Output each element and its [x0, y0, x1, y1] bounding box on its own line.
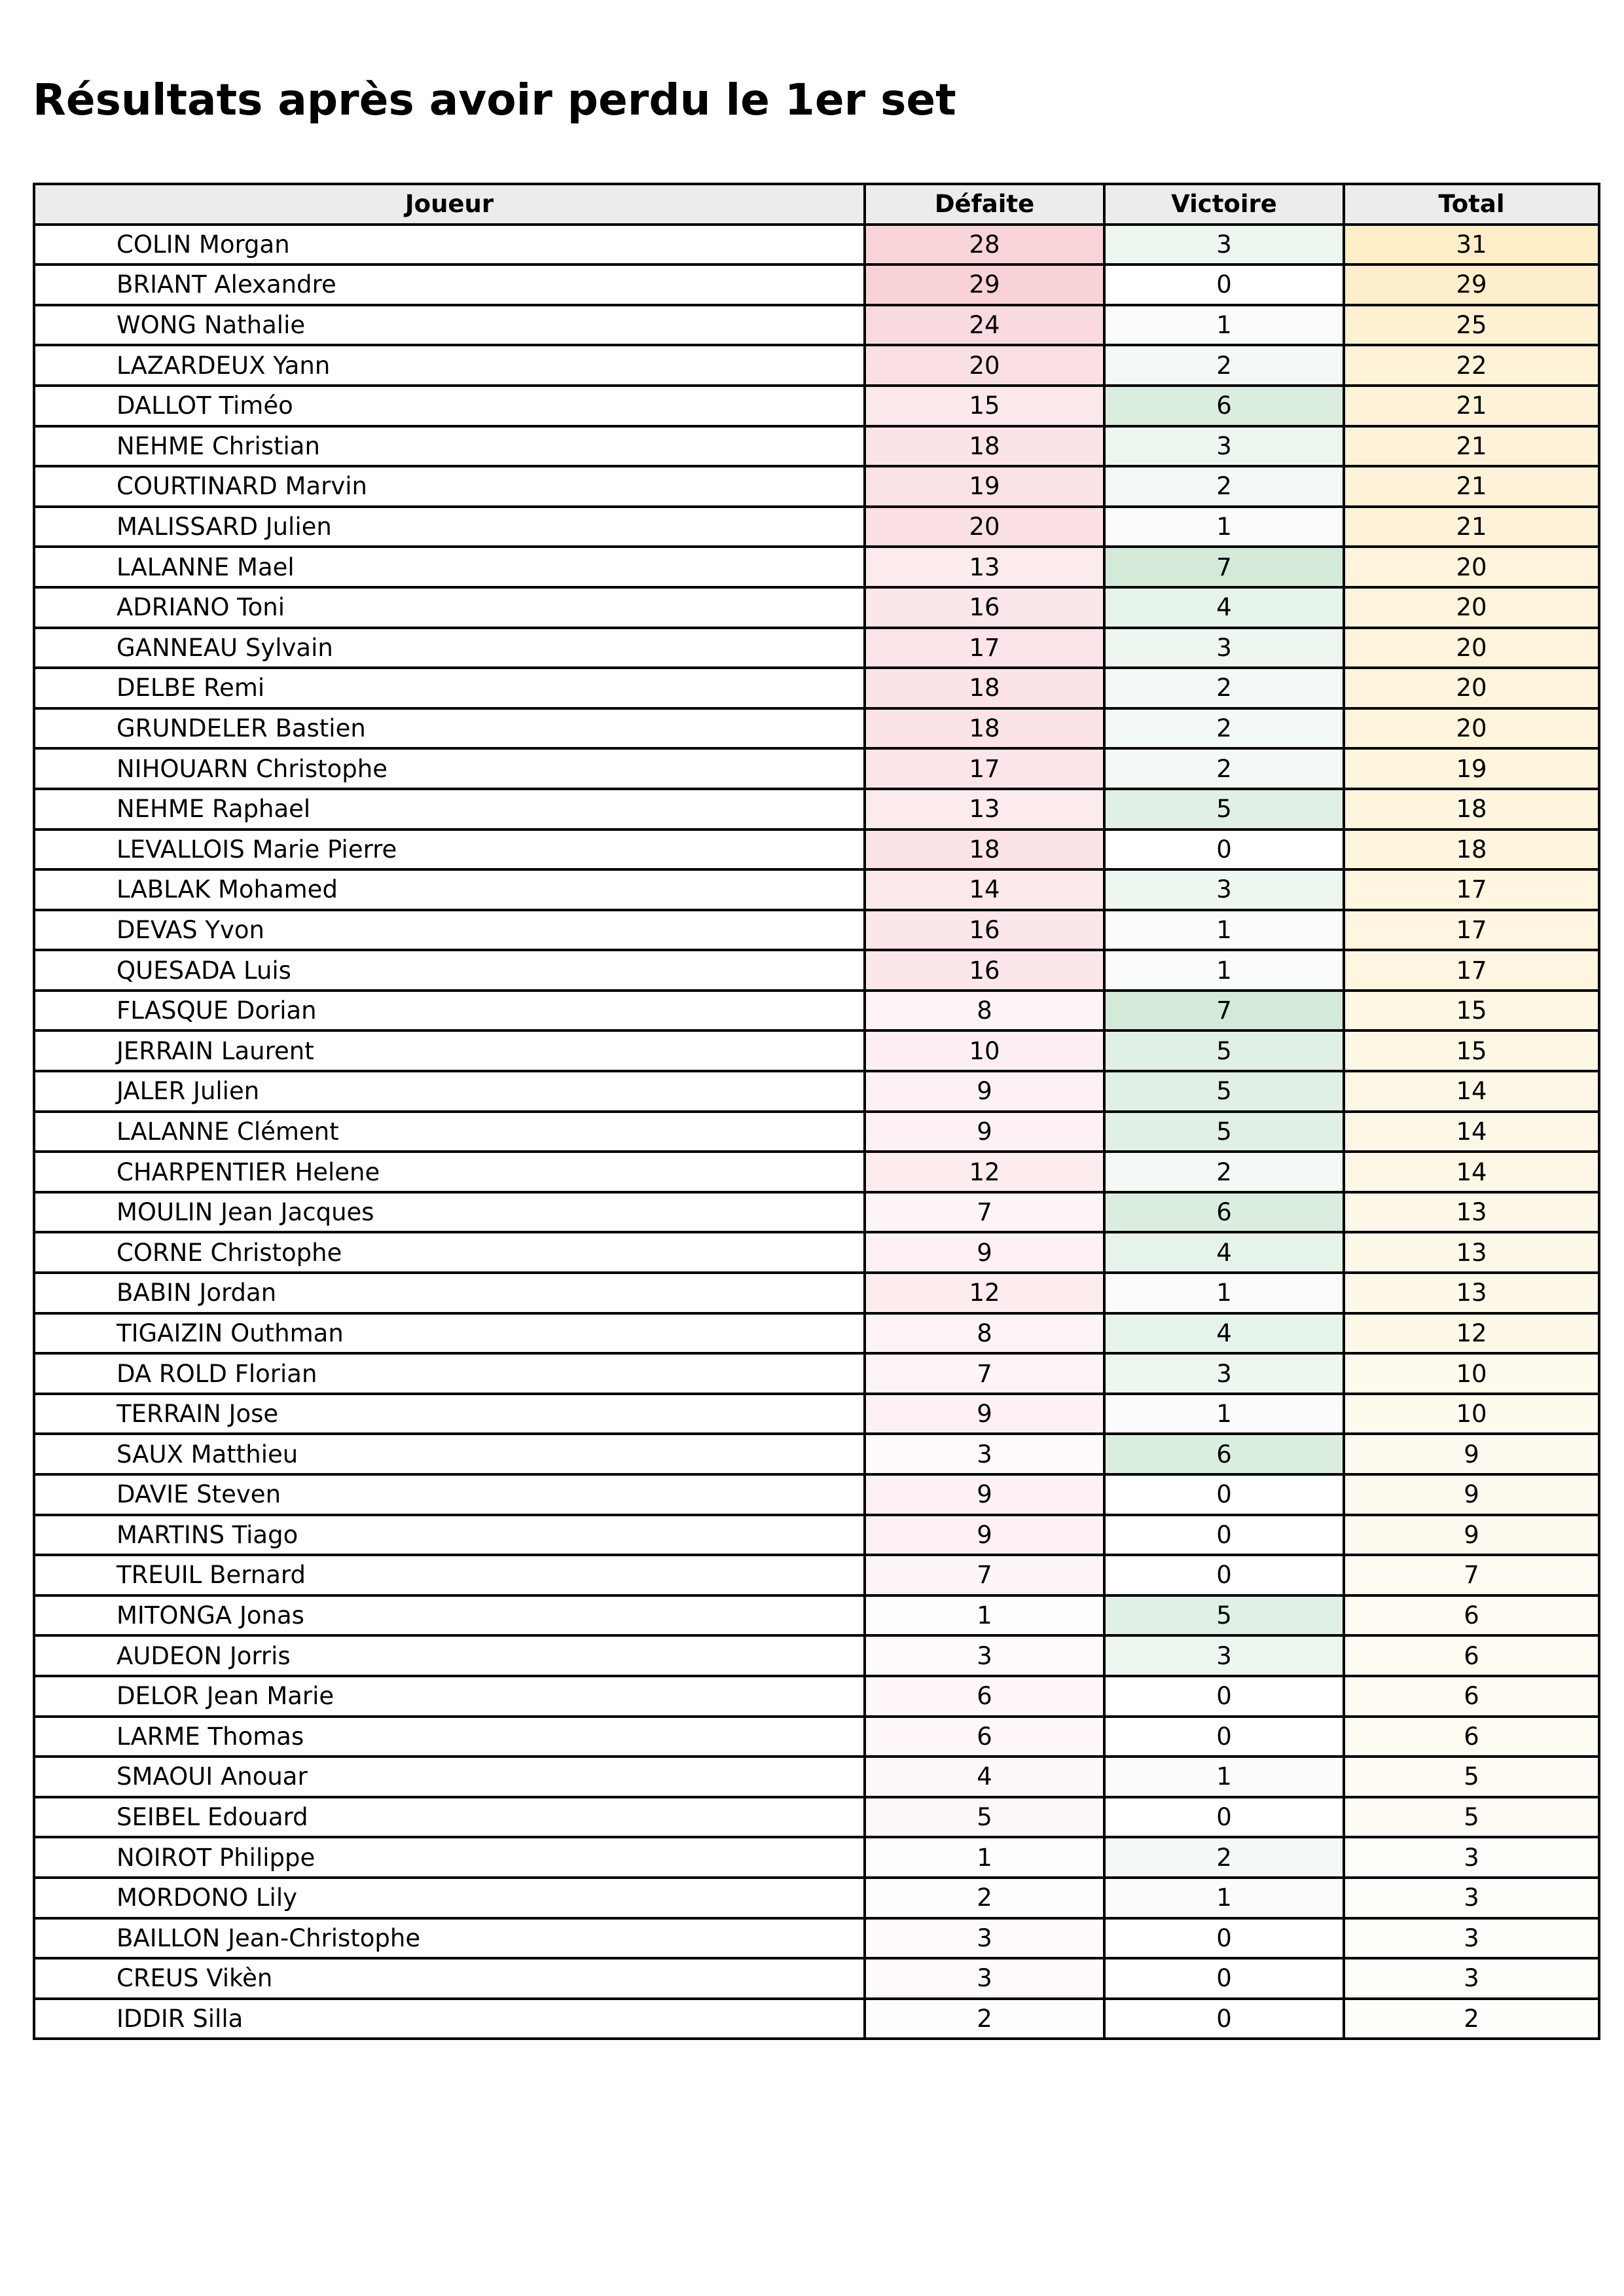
table-row: [34, 1958, 1599, 1999]
column-header-victoire[interactable]: Victoire: [1104, 184, 1344, 225]
victoire-cell: 6: [1104, 1434, 1344, 1474]
player-name-cell: CORNE Christophe: [34, 1232, 865, 1273]
total-cell: 18: [1344, 829, 1599, 870]
table-row: [34, 950, 1599, 991]
defaite-cell: 20: [865, 345, 1104, 386]
defaite-cell: 9: [865, 1112, 1104, 1152]
victoire-cell: 2: [1104, 748, 1344, 789]
total-cell: 22: [1344, 345, 1599, 386]
table-row: [34, 1717, 1599, 1757]
victoire-cell: 0: [1104, 1717, 1344, 1757]
victoire-cell: 1: [1104, 950, 1344, 991]
victoire-cell: 0: [1104, 1555, 1344, 1595]
defaite-cell: 9: [865, 1232, 1104, 1273]
defaite-cell: 16: [865, 587, 1104, 628]
table-row: [34, 305, 1599, 346]
defaite-cell: 3: [865, 1918, 1104, 1959]
defaite-cell: 18: [865, 708, 1104, 749]
player-name-cell: COLIN Morgan: [34, 225, 865, 265]
table-row: [34, 748, 1599, 789]
total-cell: 6: [1344, 1717, 1599, 1757]
defaite-cell: 3: [865, 1434, 1104, 1474]
total-cell: 13: [1344, 1232, 1599, 1273]
player-name-cell: NEHME Christian: [34, 426, 865, 467]
table-row: [34, 1030, 1599, 1071]
defaite-cell: 3: [865, 1958, 1104, 1999]
table-row: [34, 1797, 1599, 1838]
victoire-cell: 0: [1104, 264, 1344, 305]
player-name-cell: DALLOT Timéo: [34, 386, 865, 426]
total-cell: 31: [1344, 225, 1599, 265]
player-name-cell: GANNEAU Sylvain: [34, 628, 865, 668]
player-name-cell: LABLAK Mohamed: [34, 869, 865, 910]
player-name-cell: DELOR Jean Marie: [34, 1676, 865, 1717]
table-row: [34, 1353, 1599, 1394]
defaite-cell: 19: [865, 466, 1104, 507]
player-name-cell: MITONGA Jonas: [34, 1595, 865, 1636]
defaite-cell: 18: [865, 668, 1104, 708]
total-cell: 5: [1344, 1757, 1599, 1797]
total-cell: 14: [1344, 1152, 1599, 1192]
table-row: [34, 1273, 1599, 1313]
victoire-cell: 3: [1104, 426, 1344, 467]
victoire-cell: 2: [1104, 466, 1344, 507]
player-name-cell: CREUS Vikèn: [34, 1958, 865, 1999]
player-name-cell: NOIROT Philippe: [34, 1837, 865, 1878]
table-row: [34, 1918, 1599, 1959]
table-row: [34, 1394, 1599, 1434]
victoire-cell: 0: [1104, 1797, 1344, 1838]
player-name-cell: NEHME Raphael: [34, 789, 865, 829]
victoire-cell: 3: [1104, 1635, 1344, 1676]
results-table: [33, 183, 1600, 2040]
player-name-cell: LALANNE Mael: [34, 547, 865, 587]
victoire-cell: 2: [1104, 345, 1344, 386]
table-row: [34, 1595, 1599, 1636]
victoire-cell: 0: [1104, 1676, 1344, 1717]
table-row: [34, 225, 1599, 265]
total-cell: 17: [1344, 910, 1599, 951]
total-cell: 18: [1344, 789, 1599, 829]
player-name-cell: TERRAIN Jose: [34, 1394, 865, 1434]
player-name-cell: BRIANT Alexandre: [34, 264, 865, 305]
player-name-cell: LARME Thomas: [34, 1717, 865, 1757]
total-cell: 12: [1344, 1313, 1599, 1354]
victoire-cell: 6: [1104, 386, 1344, 426]
player-name-cell: DELBE Remi: [34, 668, 865, 708]
total-cell: 19: [1344, 748, 1599, 789]
defaite-cell: 7: [865, 1192, 1104, 1233]
total-cell: 25: [1344, 305, 1599, 346]
total-cell: 3: [1344, 1958, 1599, 1999]
table-row: [34, 910, 1599, 951]
player-name-cell: NIHOUARN Christophe: [34, 748, 865, 789]
victoire-cell: 2: [1104, 1837, 1344, 1878]
player-name-cell: QUESADA Luis: [34, 950, 865, 991]
defaite-cell: 2: [865, 1878, 1104, 1918]
total-cell: 7: [1344, 1555, 1599, 1595]
player-name-cell: JALER Julien: [34, 1071, 865, 1112]
victoire-cell: 5: [1104, 1595, 1344, 1636]
defaite-cell: 20: [865, 507, 1104, 547]
total-cell: 21: [1344, 466, 1599, 507]
defaite-cell: 7: [865, 1353, 1104, 1394]
total-cell: 6: [1344, 1635, 1599, 1676]
total-cell: 20: [1344, 547, 1599, 587]
victoire-cell: 5: [1104, 789, 1344, 829]
victoire-cell: 5: [1104, 1112, 1344, 1152]
defaite-cell: 29: [865, 264, 1104, 305]
table-row: [34, 1434, 1599, 1474]
victoire-cell: 5: [1104, 1030, 1344, 1071]
player-name-cell: IDDIR Silla: [34, 1999, 865, 2039]
table-row: [34, 1313, 1599, 1354]
total-cell: 9: [1344, 1434, 1599, 1474]
defaite-cell: 14: [865, 869, 1104, 910]
table-row: [34, 1152, 1599, 1192]
victoire-cell: 3: [1104, 225, 1344, 265]
total-cell: 20: [1344, 668, 1599, 708]
total-cell: 17: [1344, 869, 1599, 910]
column-header-defaite[interactable]: Défaite: [865, 184, 1104, 225]
victoire-cell: 1: [1104, 1394, 1344, 1434]
total-cell: 9: [1344, 1515, 1599, 1556]
player-name-cell: DA ROLD Florian: [34, 1353, 865, 1394]
player-name-cell: TREUIL Bernard: [34, 1555, 865, 1595]
total-cell: 3: [1344, 1918, 1599, 1959]
table-row: [34, 1757, 1599, 1797]
victoire-cell: 1: [1104, 1273, 1344, 1313]
defaite-cell: 18: [865, 829, 1104, 870]
total-cell: 13: [1344, 1273, 1599, 1313]
victoire-cell: 1: [1104, 910, 1344, 951]
defaite-cell: 24: [865, 305, 1104, 346]
victoire-cell: 7: [1104, 991, 1344, 1031]
player-name-cell: FLASQUE Dorian: [34, 991, 865, 1031]
defaite-cell: 13: [865, 789, 1104, 829]
defaite-cell: 16: [865, 910, 1104, 951]
victoire-cell: 0: [1104, 829, 1344, 870]
defaite-cell: 12: [865, 1152, 1104, 1192]
player-name-cell: MARTINS Tiago: [34, 1515, 865, 1556]
total-cell: 10: [1344, 1353, 1599, 1394]
table-row: [34, 1112, 1599, 1152]
player-name-cell: MORDONO Lily: [34, 1878, 865, 1918]
victoire-cell: 1: [1104, 507, 1344, 547]
defaite-cell: 9: [865, 1394, 1104, 1434]
table-row: [34, 789, 1599, 829]
total-cell: 20: [1344, 587, 1599, 628]
total-cell: 6: [1344, 1595, 1599, 1636]
defaite-cell: 1: [865, 1837, 1104, 1878]
victoire-cell: 2: [1104, 668, 1344, 708]
victoire-cell: 2: [1104, 1152, 1344, 1192]
total-cell: 21: [1344, 386, 1599, 426]
player-name-cell: WONG Nathalie: [34, 305, 865, 346]
table-row: [34, 1635, 1599, 1676]
total-cell: 10: [1344, 1394, 1599, 1434]
table-row: [34, 829, 1599, 870]
victoire-cell: 4: [1104, 587, 1344, 628]
page-title: Résultats après avoir perdu le 1er set: [33, 75, 956, 125]
table-row: [34, 547, 1599, 587]
total-cell: 3: [1344, 1878, 1599, 1918]
defaite-cell: 4: [865, 1757, 1104, 1797]
player-name-cell: BAILLON Jean-Christophe: [34, 1918, 865, 1959]
total-cell: 5: [1344, 1797, 1599, 1838]
defaite-cell: 3: [865, 1635, 1104, 1676]
defaite-cell: 16: [865, 950, 1104, 991]
table-row: [34, 345, 1599, 386]
defaite-cell: 7: [865, 1555, 1104, 1595]
table-row: [34, 386, 1599, 426]
table-row: [34, 1232, 1599, 1273]
victoire-cell: 0: [1104, 1958, 1344, 1999]
victoire-cell: 3: [1104, 628, 1344, 668]
table-row: [34, 668, 1599, 708]
player-name-cell: LEVALLOIS Marie Pierre: [34, 829, 865, 870]
table-row: [34, 1837, 1599, 1878]
total-cell: 2: [1344, 1999, 1599, 2039]
player-name-cell: COURTINARD Marvin: [34, 466, 865, 507]
column-header-joueur[interactable]: Joueur: [34, 184, 865, 225]
victoire-cell: 2: [1104, 708, 1344, 749]
table-row: [34, 869, 1599, 910]
victoire-cell: 1: [1104, 305, 1344, 346]
table-row: [34, 466, 1599, 507]
total-cell: 13: [1344, 1192, 1599, 1233]
player-name-cell: DEVAS Yvon: [34, 910, 865, 951]
defaite-cell: 9: [865, 1515, 1104, 1556]
player-name-cell: GRUNDELER Bastien: [34, 708, 865, 749]
total-cell: 14: [1344, 1112, 1599, 1152]
table-row: [34, 1999, 1599, 2039]
victoire-cell: 3: [1104, 1353, 1344, 1394]
player-name-cell: JERRAIN Laurent: [34, 1030, 865, 1071]
victoire-cell: 1: [1104, 1878, 1344, 1918]
total-cell: 20: [1344, 628, 1599, 668]
defaite-cell: 2: [865, 1999, 1104, 2039]
defaite-cell: 8: [865, 1313, 1104, 1354]
defaite-cell: 17: [865, 628, 1104, 668]
victoire-cell: 5: [1104, 1071, 1344, 1112]
table-row: [34, 507, 1599, 547]
player-name-cell: BABIN Jordan: [34, 1273, 865, 1313]
victoire-cell: 7: [1104, 547, 1344, 587]
total-cell: 20: [1344, 708, 1599, 749]
table-row: [34, 264, 1599, 305]
table-row: [34, 628, 1599, 668]
defaite-cell: 15: [865, 386, 1104, 426]
victoire-cell: 6: [1104, 1192, 1344, 1233]
total-cell: 17: [1344, 950, 1599, 991]
defaite-cell: 28: [865, 225, 1104, 265]
defaite-cell: 8: [865, 991, 1104, 1031]
player-name-cell: ADRIANO Toni: [34, 587, 865, 628]
table-row: [34, 1555, 1599, 1595]
defaite-cell: 9: [865, 1071, 1104, 1112]
player-name-cell: LALANNE Clément: [34, 1112, 865, 1152]
victoire-cell: 3: [1104, 869, 1344, 910]
victoire-cell: 1: [1104, 1757, 1344, 1797]
player-name-cell: SMAOUI Anouar: [34, 1757, 865, 1797]
total-cell: 21: [1344, 426, 1599, 467]
defaite-cell: 6: [865, 1717, 1104, 1757]
victoire-cell: 0: [1104, 1474, 1344, 1515]
table-row: [34, 1474, 1599, 1515]
table-body: [34, 225, 1599, 2039]
player-name-cell: LAZARDEUX Yann: [34, 345, 865, 386]
defaite-cell: 1: [865, 1595, 1104, 1636]
total-cell: 29: [1344, 264, 1599, 305]
player-name-cell: DAVIE Steven: [34, 1474, 865, 1515]
victoire-cell: 0: [1104, 1918, 1344, 1959]
total-cell: 15: [1344, 1030, 1599, 1071]
player-name-cell: MOULIN Jean Jacques: [34, 1192, 865, 1233]
victoire-cell: 4: [1104, 1232, 1344, 1273]
table-row: [34, 1515, 1599, 1556]
player-name-cell: TIGAIZIN Outhman: [34, 1313, 865, 1354]
total-cell: 9: [1344, 1474, 1599, 1515]
table-row: [34, 1071, 1599, 1112]
table-row: [34, 1676, 1599, 1717]
total-cell: 6: [1344, 1676, 1599, 1717]
player-name-cell: CHARPENTIER Helene: [34, 1152, 865, 1192]
total-cell: 14: [1344, 1071, 1599, 1112]
table-row: [34, 1878, 1599, 1918]
defaite-cell: 6: [865, 1676, 1104, 1717]
column-header-total[interactable]: Total: [1344, 184, 1599, 225]
player-name-cell: MALISSARD Julien: [34, 507, 865, 547]
defaite-cell: 18: [865, 426, 1104, 467]
table-header-row: [34, 184, 1599, 225]
table-row: [34, 587, 1599, 628]
defaite-cell: 9: [865, 1474, 1104, 1515]
defaite-cell: 17: [865, 748, 1104, 789]
total-cell: 21: [1344, 507, 1599, 547]
player-name-cell: AUDEON Jorris: [34, 1635, 865, 1676]
table-row: [34, 1192, 1599, 1233]
total-cell: 15: [1344, 991, 1599, 1031]
player-name-cell: SEIBEL Edouard: [34, 1797, 865, 1838]
defaite-cell: 13: [865, 547, 1104, 587]
table-row: [34, 426, 1599, 467]
table-row: [34, 708, 1599, 749]
player-name-cell: SAUX Matthieu: [34, 1434, 865, 1474]
defaite-cell: 12: [865, 1273, 1104, 1313]
table-row: [34, 991, 1599, 1031]
defaite-cell: 5: [865, 1797, 1104, 1838]
total-cell: 3: [1344, 1837, 1599, 1878]
victoire-cell: 0: [1104, 1515, 1344, 1556]
victoire-cell: 0: [1104, 1999, 1344, 2039]
defaite-cell: 10: [865, 1030, 1104, 1071]
victoire-cell: 4: [1104, 1313, 1344, 1354]
